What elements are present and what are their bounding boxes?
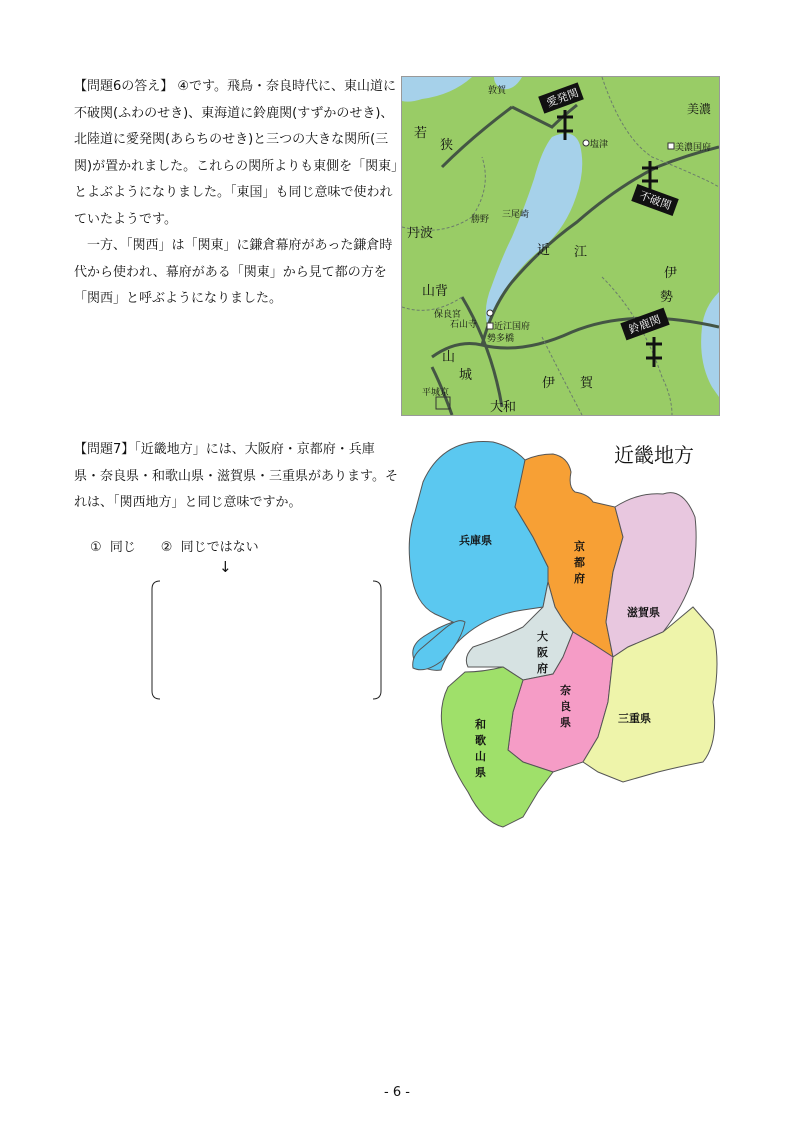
label-mino-kokufu: 美濃国府 — [675, 143, 712, 153]
label-tanba: 丹波 — [407, 226, 434, 241]
label-mionozaki: 三尾崎 — [502, 210, 530, 220]
label-nara-1: 奈 — [560, 684, 571, 697]
label-yama: 山 — [442, 350, 456, 365]
label-shiga: 滋賀県 — [627, 606, 660, 619]
label-osaka-2: 阪 — [537, 646, 548, 659]
label-osaka-3: 府 — [537, 662, 548, 675]
map-title: 近畿地方 — [614, 443, 694, 467]
prefecture-shapes — [409, 442, 717, 828]
label-wakayama-3: 山 — [475, 750, 486, 763]
label-kyoto-1: 京 — [574, 540, 585, 553]
q6-answer-para1: 【問題6の答え】 ④です。飛鳥・奈良時代に、東山道に不破関(ふわのせき)、東海道に鈴鹿関(すずかのせき)、北陸道に愛発関(あらちのせき)と三つの大きな関所(三関)が置かれました。これらの関所よりも東側を「関東」とよぶようになりました。「東国」も同じ意味で使われていたようです。 — [74, 79, 398, 227]
label-wakayama-1: 和 — [475, 718, 486, 731]
label-nara-3: 県 — [560, 716, 571, 729]
label-yamato: 大和 — [490, 400, 517, 415]
q6-answer-text — [74, 74, 398, 313]
label-shiro: 城 — [459, 368, 473, 383]
label-ise-1: 伊 — [664, 266, 678, 281]
label-wakayama-2: 歌 — [475, 734, 486, 747]
label-hoyoshi: 保良宮 — [434, 310, 462, 320]
label-kyoto-3: 府 — [574, 572, 585, 585]
label-hyogo: 兵庫県 — [459, 534, 492, 547]
label-mie: 三重県 — [618, 712, 651, 725]
label-heijo: 平城京 — [422, 388, 450, 398]
label-ise-2: 勢 — [660, 290, 674, 305]
label-seta: 勢多橋 — [487, 334, 515, 344]
label-arachi: 愛発関 — [544, 86, 581, 110]
down-arrow-icon: ↓ — [219, 558, 232, 576]
three-barriers-map — [401, 76, 720, 416]
label-waka: 若 — [414, 126, 428, 141]
label-ishiyamadera: 石山寺 — [450, 320, 478, 330]
label-yamashiro-top: 山背 — [422, 284, 449, 299]
label-iga-1: 伊 — [542, 376, 556, 391]
label-shiotsu: 塩津 — [590, 140, 609, 150]
label-nara-2: 良 — [560, 700, 571, 713]
label-sa: 狭 — [440, 138, 454, 153]
label-katsuno: 勝野 — [471, 215, 490, 225]
answer-box[interactable] — [150, 580, 383, 700]
q7-choices: ① 同じ ② 同じではない — [90, 540, 259, 555]
q6-answer-para2: 一方、「関西」は「関東」に鎌倉幕府があった鎌倉時代から使われ、幕府がある「関東」から見て都の方を「関西」と呼ぶようになりました。 — [74, 238, 393, 306]
label-mino: 美濃 — [687, 102, 712, 116]
label-osaka-1: 大 — [537, 630, 548, 643]
label-tsuruga: 敦賀 — [488, 86, 507, 96]
kinki-region-map — [403, 432, 723, 832]
label-omi-2: 江 — [574, 245, 588, 260]
label-suzuka: 鈴鹿関 — [626, 312, 663, 337]
label-omi-1: 近 — [537, 243, 551, 258]
label-fuwa: 不破関 — [637, 188, 674, 213]
q7-question: 【問題7】「近畿地方」には、大阪府・京都府・兵庫県・奈良県・和歌山県・滋賀県・三重県があります。それは、「関西地方」と同じ意味ですか。 — [74, 442, 398, 510]
page-number: - 6 - — [384, 1085, 410, 1100]
label-iga-2: 賀 — [580, 376, 594, 391]
label-wakayama-4: 県 — [475, 766, 486, 779]
label-omi-kokufu: 近江国府 — [494, 322, 531, 332]
label-kyoto-2: 都 — [574, 556, 585, 569]
